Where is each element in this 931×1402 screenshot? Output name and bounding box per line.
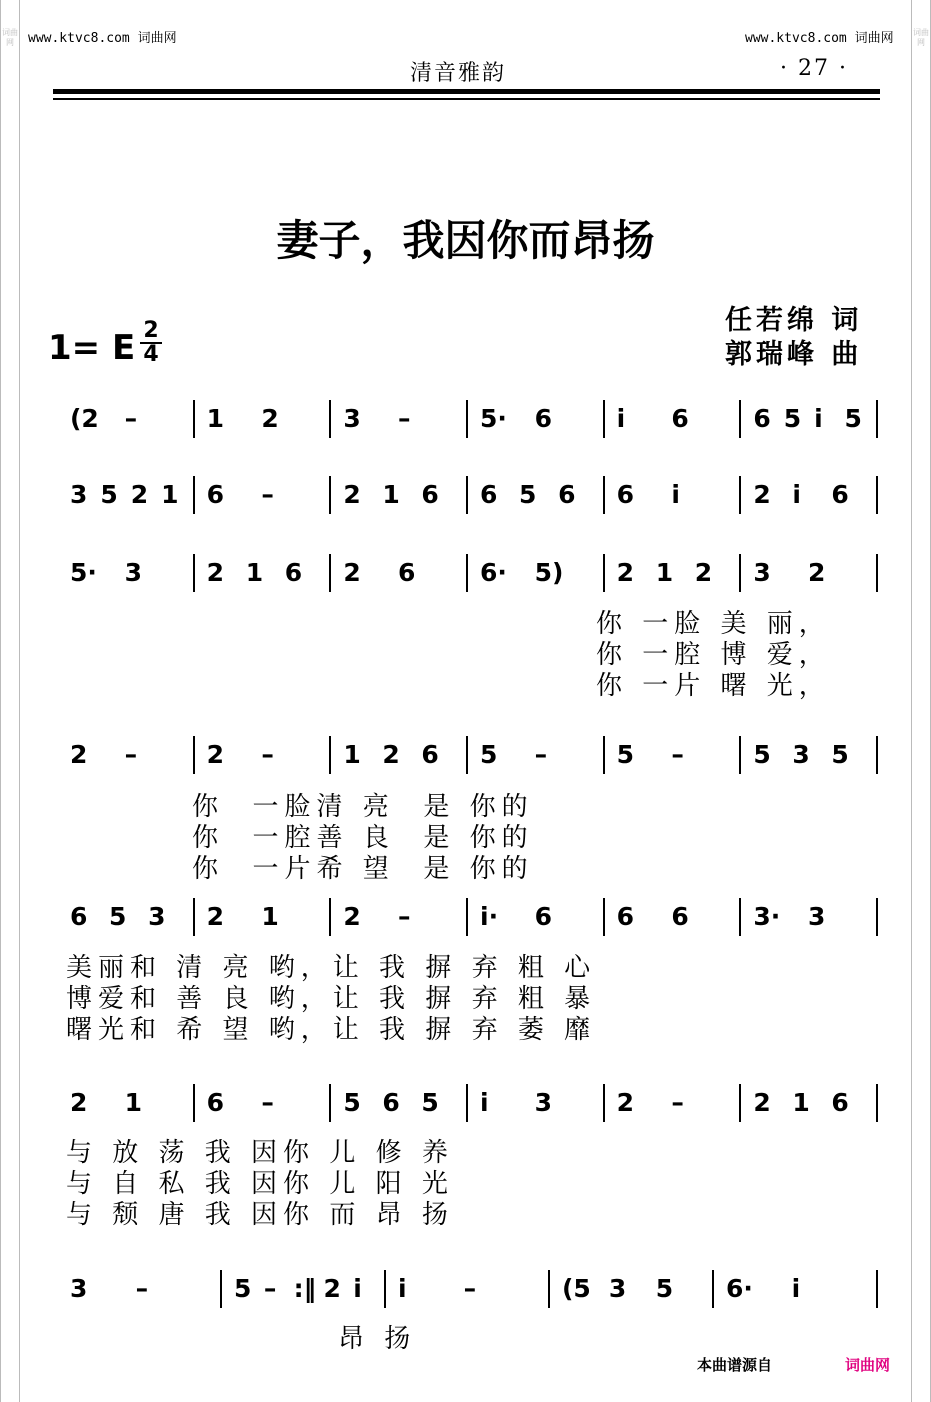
score-note: 3	[70, 480, 88, 509]
score-note: 6	[671, 902, 689, 931]
bar-line	[329, 554, 331, 592]
score-note: 5·	[70, 558, 97, 587]
score-note: (2	[70, 404, 99, 433]
score-note: 6	[831, 1088, 849, 1117]
bar-line	[329, 400, 331, 438]
key-signature: 1= E	[48, 328, 136, 368]
score-note: 1	[161, 480, 179, 509]
score-note: –	[135, 1274, 149, 1303]
score-note: 6	[480, 480, 498, 509]
bar-line	[329, 898, 331, 936]
lyric-line-4-verse-1: 你 一脸清 亮 是 你的	[192, 792, 534, 822]
score-note: i	[671, 480, 680, 509]
score-note: 1	[245, 558, 264, 587]
song-title: 妻子，我因你而昂扬	[276, 216, 655, 265]
score-note: 2	[323, 1274, 341, 1303]
bar-line	[739, 736, 741, 774]
site-label-right: www.ktvc8.com 词曲网	[745, 31, 894, 46]
bar-line	[876, 400, 878, 438]
score-note: 6·	[480, 558, 507, 587]
score-note: 6	[616, 480, 635, 509]
score-note: 5	[616, 740, 635, 769]
bar-line	[876, 736, 878, 774]
score-note: 2	[616, 558, 635, 587]
score-note: 5	[100, 480, 118, 509]
score-note: 3·	[753, 902, 781, 931]
bar-line	[193, 400, 195, 438]
score-note: 2	[70, 740, 88, 769]
score-note: 6	[206, 1088, 225, 1117]
score-note: 5	[234, 1274, 252, 1303]
bar-line	[739, 476, 741, 514]
score-note: 1	[655, 558, 674, 587]
score-note: 2	[616, 1088, 635, 1117]
right-watermark-strip: 词曲网	[911, 0, 931, 1402]
score-note: 3	[753, 558, 771, 587]
score-note: 1	[382, 480, 400, 509]
bar-line	[712, 1270, 714, 1308]
score-note: –	[398, 404, 411, 433]
bar-line	[603, 554, 605, 592]
score-note: 2	[343, 480, 361, 509]
score-note: –	[263, 1274, 277, 1303]
score-note: 5	[831, 740, 849, 769]
bar-line	[329, 1084, 331, 1122]
score-note: 1	[261, 902, 279, 931]
score-note: 6	[421, 740, 439, 769]
bar-line	[876, 1270, 878, 1308]
score-note: (5	[562, 1274, 591, 1303]
score-note: 2	[206, 740, 225, 769]
score-note: 5	[343, 1088, 361, 1117]
score-note: 1	[124, 1088, 143, 1117]
source-site-link[interactable]: 词曲网	[845, 1356, 891, 1374]
score-note: –	[261, 740, 274, 769]
score-note: 2	[70, 1088, 88, 1117]
bar-line	[603, 476, 605, 514]
score-note: –	[261, 1088, 274, 1117]
score-note: 3	[534, 1088, 553, 1117]
bar-line	[876, 476, 878, 514]
bar-line	[739, 554, 741, 592]
score-note: 2	[808, 558, 826, 587]
score-note: 5	[109, 902, 127, 931]
bar-line	[193, 898, 195, 936]
score-note: 1	[343, 740, 361, 769]
score-note: i	[792, 480, 801, 509]
time-signature-top: 2	[140, 320, 162, 344]
site-label-left: www.ktvc8.com 词曲网	[28, 31, 177, 46]
score-note: 5	[519, 480, 537, 509]
score-note: 6	[753, 404, 771, 433]
score-note: i	[791, 1274, 801, 1303]
left-watermark-strip: 词曲网	[0, 0, 20, 1402]
bar-line	[466, 554, 468, 592]
score-note: 1	[206, 404, 225, 433]
score-note: :‖	[293, 1274, 317, 1303]
lyric-line-5-verse-2: 博爱和 善 良 哟，让 我 摒 弃 粗 暴	[66, 984, 597, 1014]
lyric-line-5-verse-1: 美丽和 清 亮 哟，让 我 摒 弃 粗 心	[66, 953, 597, 983]
bar-line	[384, 1270, 386, 1308]
score-note: 6·	[726, 1274, 753, 1303]
score-note: 6	[206, 480, 225, 509]
score-note: 2	[753, 1088, 771, 1117]
header-rule-thick	[53, 89, 880, 94]
bar-line	[466, 1084, 468, 1122]
lyric-line-3-verse-2: 你 一腔 博 爱，	[596, 640, 831, 670]
bar-line	[603, 1084, 605, 1122]
score-note: 3	[808, 902, 826, 931]
page-number: · 27 ·	[780, 56, 848, 81]
score-note: 2	[130, 480, 149, 509]
score-note: 5	[753, 740, 771, 769]
score-note: 6	[616, 902, 635, 931]
bar-line	[329, 476, 331, 514]
score-note: 1	[792, 1088, 810, 1117]
time-signature	[140, 320, 162, 366]
score-note: i	[480, 1088, 489, 1117]
bar-line	[193, 476, 195, 514]
score-note: 5·	[480, 404, 507, 433]
score-note: 6	[421, 480, 439, 509]
bar-line	[466, 400, 468, 438]
score-note: 5	[421, 1088, 439, 1117]
bar-line	[193, 1084, 195, 1122]
score-note: 5	[783, 404, 802, 433]
score-note: 2	[694, 558, 713, 587]
bar-line	[466, 476, 468, 514]
bar-line	[548, 1270, 550, 1308]
score-note: i	[814, 404, 823, 433]
source-label: 本曲谱源自	[697, 1356, 773, 1374]
score-note: –	[398, 902, 411, 931]
bar-line	[466, 898, 468, 936]
bar-line	[739, 898, 741, 936]
lyric-line-7: 昂 扬	[338, 1324, 417, 1354]
lyric-line-3-verse-1: 你 一脸 美 丽，	[596, 609, 831, 639]
score-note: 6	[284, 558, 303, 587]
score-note: 6	[671, 404, 689, 433]
bar-line	[220, 1270, 222, 1308]
lyric-line-6-verse-1: 与 放 荡 我 因你 儿 修 养	[66, 1138, 454, 1168]
score-note: i	[398, 1274, 407, 1303]
score-note: 2	[343, 558, 361, 587]
score-note: 3	[608, 1274, 627, 1303]
score-note: 3	[343, 404, 361, 433]
score-note: 2	[206, 558, 225, 587]
score-note: 2	[261, 404, 279, 433]
bar-line	[193, 736, 195, 774]
score-note: 2	[343, 902, 361, 931]
score-note: –	[671, 1088, 684, 1117]
score-note: –	[261, 480, 274, 509]
score-note: 6	[831, 480, 849, 509]
score-note: 5	[480, 740, 498, 769]
score-note: 6	[534, 404, 553, 433]
lyricist-credit: 任若绵 词	[725, 305, 863, 336]
bar-line	[603, 400, 605, 438]
score-note: 5	[655, 1274, 674, 1303]
score-note: 6	[70, 902, 88, 931]
lyric-line-3-verse-3: 你 一片 曙 光，	[596, 671, 831, 701]
bar-line	[876, 898, 878, 936]
score-note: 6	[534, 902, 553, 931]
lyric-line-4-verse-3: 你 一片希 望 是 你的	[192, 854, 534, 884]
score-note: 3	[148, 902, 166, 931]
score-note: 2	[753, 480, 771, 509]
bar-line	[739, 400, 741, 438]
score-note: –	[124, 740, 138, 769]
score-note: i·	[480, 902, 499, 931]
bar-line	[329, 736, 331, 774]
score-note: –	[124, 404, 138, 433]
score-note: 5	[844, 404, 862, 433]
score-note: 3	[124, 558, 143, 587]
score-note: 2	[382, 740, 400, 769]
lyric-line-6-verse-3: 与 颓 唐 我 因你 而 昂 扬	[66, 1200, 454, 1230]
header-rule-thin	[53, 98, 880, 100]
score-note: 6	[382, 1088, 400, 1117]
score-note: –	[534, 740, 548, 769]
score-note: 6	[398, 558, 416, 587]
bar-line	[193, 554, 195, 592]
bar-line	[603, 736, 605, 774]
bar-line	[739, 1084, 741, 1122]
bar-line	[876, 1084, 878, 1122]
score-note: i	[616, 404, 626, 433]
score-note: 3	[70, 1274, 88, 1303]
score-note: 3	[792, 740, 810, 769]
lyric-line-4-verse-2: 你 一腔善 良 是 你的	[192, 823, 534, 853]
bar-line	[876, 554, 878, 592]
bar-line	[466, 736, 468, 774]
lyric-line-5-verse-3: 曙光和 希 望 哟，让 我 摒 弃 萎 靡	[66, 1015, 597, 1045]
score-note: –	[463, 1274, 477, 1303]
time-signature-bottom: 4	[143, 342, 159, 367]
score-note: i	[353, 1274, 362, 1303]
composer-credit: 郭瑞峰 曲	[725, 339, 863, 370]
score-note: 5)	[534, 558, 564, 587]
score-note: 2	[206, 902, 225, 931]
bar-line	[603, 898, 605, 936]
score-note: 6	[558, 480, 576, 509]
score-note: –	[671, 740, 684, 769]
lyric-line-6-verse-2: 与 自 私 我 因你 儿 阳 光	[66, 1169, 454, 1199]
running-title: 清音雅韵	[410, 61, 507, 86]
